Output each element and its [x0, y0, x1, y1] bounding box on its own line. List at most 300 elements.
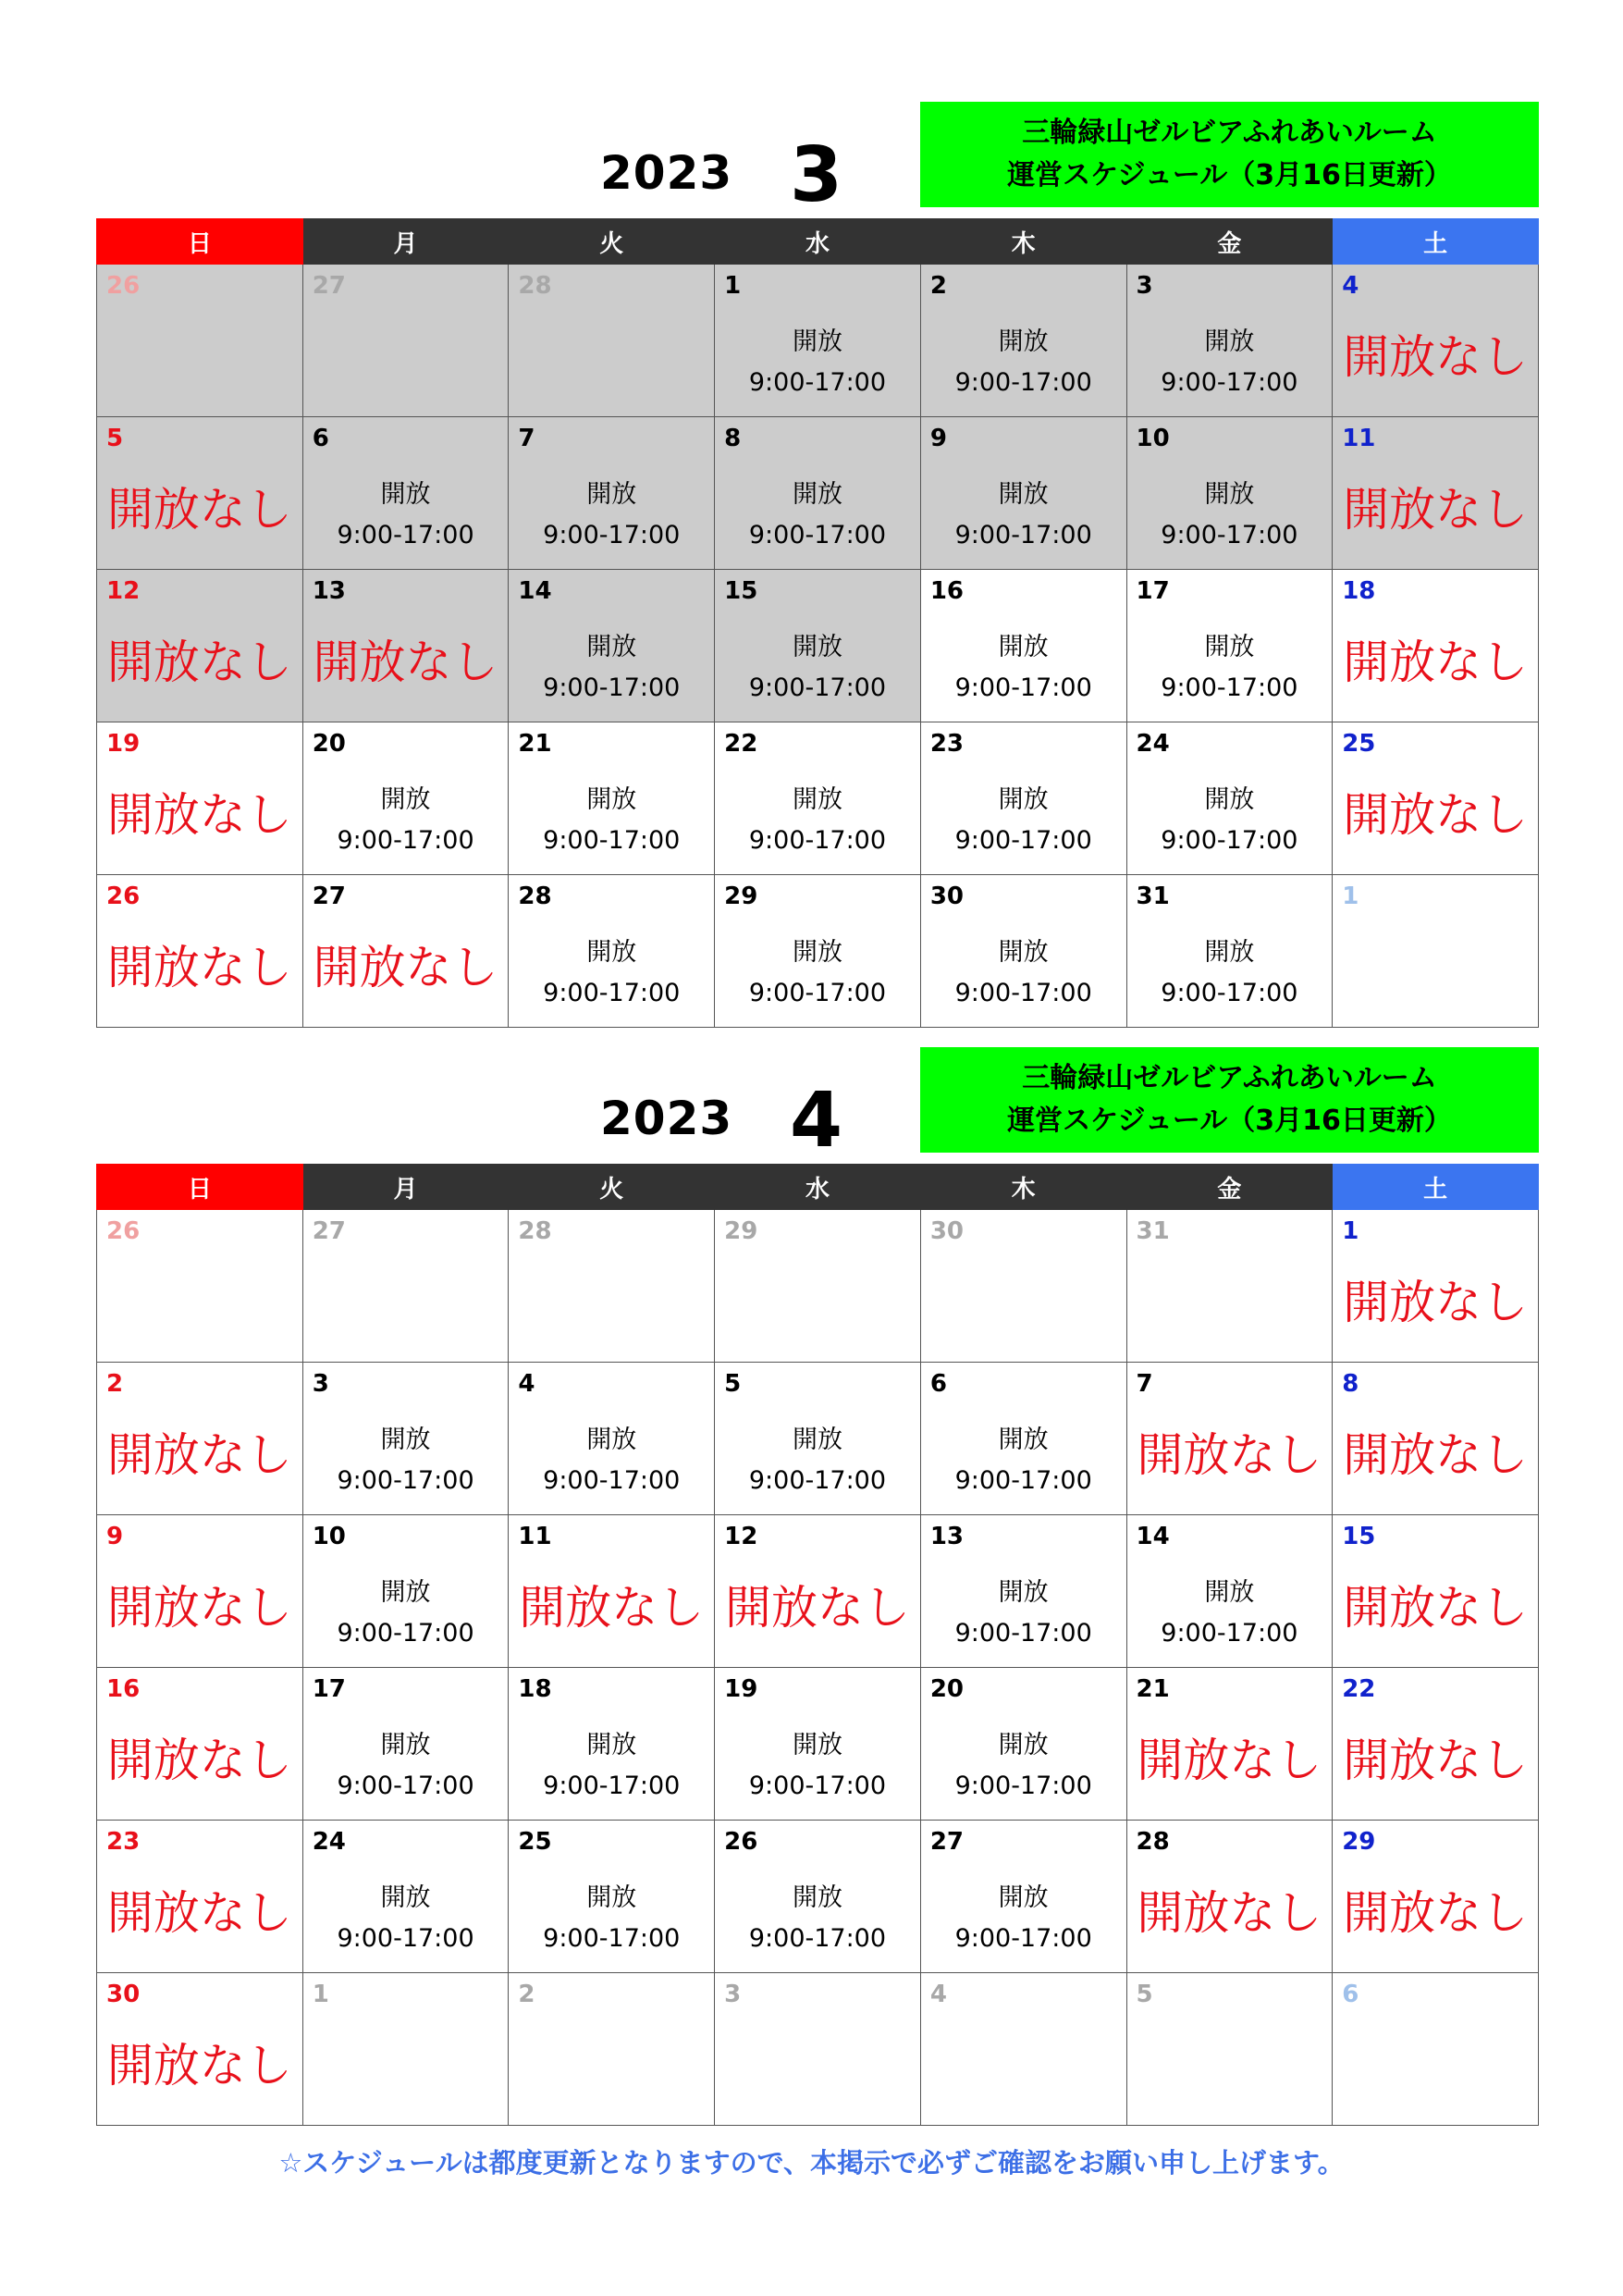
open-hours: 9:00-17:00: [954, 979, 1092, 1007]
weekday-header: 火: [509, 219, 715, 265]
calendar-day-cell: [715, 1363, 921, 1515]
day-number: 30: [929, 1217, 964, 1245]
open-status: [921, 1573, 1126, 1654]
calendar-day-cell: [97, 722, 303, 875]
day-number: 26: [724, 1828, 758, 1856]
open-hours: 9:00-17:00: [337, 1924, 474, 1953]
calendar-day-cell: [97, 875, 303, 1028]
open-hours: 9:00-17:00: [543, 979, 681, 1007]
calendar-day-cell: [1126, 1210, 1333, 1363]
day-number: 20: [312, 730, 346, 758]
open-status: [921, 780, 1126, 861]
month-number: 3: [790, 131, 843, 219]
closed-status: 開放なし: [1343, 1581, 1529, 1635]
day-number: 18: [1342, 577, 1376, 605]
calendar-day-cell: [97, 1668, 303, 1821]
open-label: 開放: [998, 1426, 1049, 1454]
open-label: 開放: [586, 480, 637, 509]
open-status: [715, 1725, 920, 1807]
calendar-day-cell: [715, 570, 921, 722]
open-status: [303, 1420, 509, 1501]
calendar-day-cell: [509, 570, 715, 722]
calendar-day-cell: [1333, 875, 1539, 1028]
calendar-day-cell: [97, 1515, 303, 1668]
calendar-day-cell: [1126, 1515, 1333, 1668]
day-number: 6: [312, 425, 329, 452]
calendar-week-row: [97, 1821, 1539, 1973]
closed-status: 開放なし: [1343, 788, 1529, 842]
weekday-header: 土: [1333, 219, 1539, 265]
closed-status: 開放なし: [106, 483, 292, 537]
calendar-day-cell: [920, 1668, 1126, 1821]
open-status: [715, 932, 920, 1014]
calendar-week-row: [97, 722, 1539, 875]
open-hours: 9:00-17:00: [337, 826, 474, 855]
open-label: 開放: [380, 1731, 431, 1759]
calendar-day-cell: [1126, 265, 1333, 417]
day-number: 1: [1342, 1217, 1359, 1245]
calendar-day-cell: [97, 1363, 303, 1515]
weekday-header: 月: [302, 1165, 509, 1210]
calendar-day-cell: [715, 1821, 921, 1973]
open-status: [1127, 932, 1333, 1014]
calendar-week-row: [97, 1668, 1539, 1821]
calendar-day-cell: [302, 1363, 509, 1515]
open-label: 開放: [792, 633, 842, 661]
day-number: 8: [1342, 1370, 1359, 1398]
open-label: 開放: [380, 1883, 431, 1912]
calendar-day-cell: [1126, 1821, 1333, 1973]
closed-status: 開放なし: [106, 1734, 292, 1787]
calendar-day-cell: [509, 1515, 715, 1668]
day-number: 6: [1342, 1981, 1359, 2008]
open-hours: 9:00-17:00: [543, 1924, 681, 1953]
day-number: 28: [518, 272, 552, 300]
calendar-grid: [96, 218, 1539, 1028]
open-status: [303, 1573, 509, 1654]
weekday-header: 水: [715, 219, 921, 265]
day-number: 24: [312, 1828, 346, 1856]
day-number: 12: [724, 1523, 758, 1550]
open-hours: 9:00-17:00: [954, 521, 1092, 549]
open-hours: 9:00-17:00: [748, 368, 887, 397]
open-status: [1127, 475, 1333, 556]
day-number: 1: [724, 272, 742, 300]
open-label: 開放: [792, 938, 842, 967]
year-label: 2023: [600, 1092, 733, 1145]
calendar-day-cell: [302, 1821, 509, 1973]
calendar-day-cell: [1333, 1515, 1539, 1668]
calendar-week-row: [97, 1210, 1539, 1363]
day-number: 26: [106, 272, 141, 300]
open-hours: 9:00-17:00: [337, 521, 474, 549]
day-number: 4: [1342, 272, 1359, 300]
day-number: 20: [929, 1675, 964, 1703]
calendar-day-cell: [97, 1210, 303, 1363]
day-number: 13: [929, 1523, 964, 1550]
day-number: 28: [518, 883, 552, 910]
calendar-day-cell: [302, 265, 509, 417]
open-status: [921, 322, 1126, 403]
day-number: 30: [929, 883, 964, 910]
open-status: [1127, 1573, 1333, 1654]
day-number: 12: [106, 577, 141, 605]
day-number: 22: [1342, 1675, 1376, 1703]
open-hours: 9:00-17:00: [1161, 368, 1298, 397]
calendar-day-cell: [1126, 1668, 1333, 1821]
open-label: 開放: [998, 633, 1049, 661]
open-label: 開放: [998, 1578, 1049, 1607]
title-line-2: 運営スケジュール（3月16日更新）: [1007, 1105, 1452, 1137]
open-hours: 9:00-17:00: [954, 1619, 1092, 1648]
title-box: [920, 102, 1539, 207]
calendar-day-cell: [1333, 1363, 1539, 1515]
calendar-day-cell: [509, 265, 715, 417]
day-number: 3: [1136, 272, 1153, 300]
open-status: [715, 1420, 920, 1501]
day-number: 27: [929, 1828, 964, 1856]
open-status: [921, 475, 1126, 556]
calendar-day-cell: [1333, 722, 1539, 875]
open-hours: 9:00-17:00: [337, 1771, 474, 1800]
calendar-day-cell: [1333, 1973, 1539, 2126]
closed-status: 開放なし: [1343, 1886, 1529, 1940]
open-label: 開放: [792, 327, 842, 356]
open-status: [303, 475, 509, 556]
day-number: 5: [1136, 1981, 1153, 2008]
year-label: 2023: [600, 146, 733, 200]
open-label: 開放: [586, 1426, 637, 1454]
day-number: 9: [106, 1523, 124, 1550]
calendar-week-row: [97, 265, 1539, 417]
day-number: 21: [1136, 1675, 1170, 1703]
open-status: [715, 1878, 920, 1959]
closed-status: 開放なし: [1137, 1886, 1322, 1940]
calendar-day-cell: [302, 417, 509, 570]
closed-status: 開放なし: [106, 941, 292, 994]
calendar-day-cell: [509, 875, 715, 1028]
open-hours: 9:00-17:00: [954, 1924, 1092, 1953]
calendar-day-cell: [302, 1973, 509, 2126]
open-label: 開放: [998, 1731, 1049, 1759]
day-number: 29: [724, 1217, 758, 1245]
calendar-day-cell: [97, 1973, 303, 2126]
open-label: 開放: [1204, 1578, 1255, 1607]
open-label: 開放: [380, 480, 431, 509]
weekday-header: 日: [97, 1165, 303, 1210]
open-hours: 9:00-17:00: [954, 1466, 1092, 1495]
open-hours: 9:00-17:00: [1161, 521, 1298, 549]
open-status: [1127, 627, 1333, 709]
calendar-day-cell: [1126, 1973, 1333, 2126]
closed-status: 開放なし: [1343, 1276, 1529, 1329]
day-number: 27: [312, 883, 346, 910]
calendar-day-cell: [920, 265, 1126, 417]
calendar-day-cell: [509, 417, 715, 570]
calendar-day-cell: [1333, 265, 1539, 417]
open-status: [715, 627, 920, 709]
open-label: 開放: [586, 785, 637, 814]
day-number: 5: [106, 425, 124, 452]
calendar-day-cell: [97, 265, 303, 417]
open-hours: 9:00-17:00: [337, 1619, 474, 1648]
day-number: 5: [724, 1370, 742, 1398]
day-number: 22: [724, 730, 758, 758]
open-label: 開放: [1204, 785, 1255, 814]
day-number: 7: [518, 425, 535, 452]
day-number: 19: [724, 1675, 758, 1703]
open-status: [921, 1878, 1126, 1959]
open-hours: 9:00-17:00: [1161, 673, 1298, 702]
calendar-day-cell: [302, 1210, 509, 1363]
weekday-header: 日: [97, 219, 303, 265]
calendar-grid: [96, 1164, 1539, 2126]
open-hours: 9:00-17:00: [543, 1466, 681, 1495]
open-label: 開放: [998, 785, 1049, 814]
day-number: 15: [1342, 1523, 1376, 1550]
calendar-day-cell: [715, 722, 921, 875]
closed-status: 開放なし: [1137, 1428, 1322, 1482]
weekday-header: 金: [1126, 219, 1333, 265]
day-number: 23: [106, 1828, 141, 1856]
open-label: 開放: [998, 938, 1049, 967]
open-hours: 9:00-17:00: [954, 826, 1092, 855]
open-label: 開放: [792, 785, 842, 814]
calendar-day-cell: [1333, 1210, 1539, 1363]
day-number: 1: [1342, 883, 1359, 910]
closed-status: 開放なし: [1343, 1428, 1529, 1482]
closed-status: 開放なし: [106, 1581, 292, 1635]
day-number: 11: [518, 1523, 552, 1550]
open-label: 開放: [586, 1731, 637, 1759]
day-number: 2: [929, 272, 947, 300]
calendar-week-row: [97, 417, 1539, 570]
closed-status: 開放なし: [106, 1428, 292, 1482]
calendar-day-cell: [1333, 1668, 1539, 1821]
calendar-day-cell: [1126, 875, 1333, 1028]
day-number: 1: [312, 1981, 329, 2008]
calendar-day-cell: [509, 722, 715, 875]
open-hours: 9:00-17:00: [748, 521, 887, 549]
open-hours: 9:00-17:00: [748, 673, 887, 702]
open-hours: 9:00-17:00: [543, 1771, 681, 1800]
open-label: 開放: [586, 633, 637, 661]
open-label: 開放: [1204, 633, 1255, 661]
calendar-day-cell: [509, 1210, 715, 1363]
open-label: 開放: [380, 785, 431, 814]
open-label: 開放: [586, 938, 637, 967]
calendar-day-cell: [715, 1210, 921, 1363]
open-label: 開放: [380, 1578, 431, 1607]
closed-status: 開放なし: [519, 1581, 705, 1635]
calendar-week-row: [97, 875, 1539, 1028]
open-status: [509, 1420, 714, 1501]
calendar-week-row: [97, 1515, 1539, 1668]
day-number: 27: [312, 272, 346, 300]
day-number: 10: [312, 1523, 346, 1550]
calendar-day-cell: [97, 417, 303, 570]
calendar-day-cell: [920, 1973, 1126, 2126]
calendar-day-cell: [920, 875, 1126, 1028]
closed-status: 開放なし: [106, 1886, 292, 1940]
open-status: [921, 1420, 1126, 1501]
closed-status: 開放なし: [106, 2039, 292, 2092]
open-hours: 9:00-17:00: [543, 521, 681, 549]
open-status: [509, 932, 714, 1014]
title-box: [920, 1047, 1539, 1153]
calendar-day-cell: [509, 1821, 715, 1973]
calendar-day-cell: [715, 875, 921, 1028]
day-number: 16: [106, 1675, 141, 1703]
calendar-day-cell: [920, 570, 1126, 722]
day-number: 27: [312, 1217, 346, 1245]
day-number: 13: [312, 577, 346, 605]
open-hours: 9:00-17:00: [543, 673, 681, 702]
weekday-header: 金: [1126, 1165, 1333, 1210]
closed-status: 開放なし: [1343, 330, 1529, 384]
day-number: 4: [518, 1370, 535, 1398]
open-status: [303, 780, 509, 861]
calendar-day-cell: [715, 417, 921, 570]
calendar-day-cell: [715, 265, 921, 417]
day-number: 2: [518, 1981, 535, 2008]
open-label: 開放: [792, 1883, 842, 1912]
open-status: [509, 780, 714, 861]
open-status: [303, 1878, 509, 1959]
day-number: 8: [724, 425, 742, 452]
calendar-day-cell: [920, 417, 1126, 570]
open-hours: 9:00-17:00: [954, 368, 1092, 397]
calendar-day-cell: [302, 722, 509, 875]
calendar-day-cell: [302, 875, 509, 1028]
day-number: 25: [518, 1828, 552, 1856]
day-number: 19: [106, 730, 141, 758]
weekday-header-row: [97, 219, 1539, 265]
weekday-header: 木: [920, 1165, 1126, 1210]
open-label: 開放: [1204, 480, 1255, 509]
open-label: 開放: [1204, 938, 1255, 967]
day-number: 4: [929, 1981, 947, 2008]
open-hours: 9:00-17:00: [1161, 1619, 1298, 1648]
calendar-day-cell: [509, 1973, 715, 2126]
closed-status: 開放なし: [313, 636, 498, 689]
closed-status: 開放なし: [1343, 483, 1529, 537]
weekday-header: 木: [920, 219, 1126, 265]
open-label: 開放: [792, 480, 842, 509]
calendar-day-cell: [97, 1821, 303, 1973]
day-number: 21: [518, 730, 552, 758]
open-status: [921, 932, 1126, 1014]
day-number: 28: [1136, 1828, 1170, 1856]
calendar-day-cell: [1126, 722, 1333, 875]
calendar-day-cell: [920, 1210, 1126, 1363]
calendar-day-cell: [1333, 570, 1539, 722]
calendar-day-cell: [1126, 417, 1333, 570]
open-status: [921, 1725, 1126, 1807]
open-status: [715, 780, 920, 861]
day-number: 6: [929, 1370, 947, 1398]
open-label: 開放: [998, 1883, 1049, 1912]
closed-status: 開放なし: [1343, 636, 1529, 689]
day-number: 2: [106, 1370, 124, 1398]
day-number: 7: [1136, 1370, 1153, 1398]
open-hours: 9:00-17:00: [748, 1771, 887, 1800]
day-number: 17: [312, 1675, 346, 1703]
open-hours: 9:00-17:00: [543, 826, 681, 855]
day-number: 24: [1136, 730, 1170, 758]
calendar-day-cell: [920, 722, 1126, 875]
calendar-day-cell: [509, 1668, 715, 1821]
calendar-day-cell: [302, 570, 509, 722]
day-number: 15: [724, 577, 758, 605]
weekday-header: 水: [715, 1165, 921, 1210]
open-label: 開放: [792, 1426, 842, 1454]
open-status: [715, 475, 920, 556]
calendar-day-cell: [97, 570, 303, 722]
closed-status: 開放なし: [106, 636, 292, 689]
open-status: [509, 627, 714, 709]
day-number: 25: [1342, 730, 1376, 758]
weekday-header: 月: [302, 219, 509, 265]
calendar-day-cell: [715, 1973, 921, 2126]
open-label: 開放: [998, 480, 1049, 509]
open-status: [303, 1725, 509, 1807]
open-hours: 9:00-17:00: [337, 1466, 474, 1495]
calendar-day-cell: [715, 1515, 921, 1668]
open-status: [921, 627, 1126, 709]
day-number: 29: [1342, 1828, 1376, 1856]
open-hours: 9:00-17:00: [748, 826, 887, 855]
calendar-day-cell: [920, 1821, 1126, 1973]
day-number: 29: [724, 883, 758, 910]
calendar-week-row: [97, 570, 1539, 722]
weekday-header: 土: [1333, 1165, 1539, 1210]
weekday-header: 火: [509, 1165, 715, 1210]
open-status: [509, 1878, 714, 1959]
day-number: 26: [106, 883, 141, 910]
calendar-body: [97, 1210, 1539, 2126]
open-status: [1127, 780, 1333, 861]
open-hours: 9:00-17:00: [1161, 979, 1298, 1007]
closed-status: 開放なし: [1137, 1734, 1322, 1787]
open-status: [1127, 322, 1333, 403]
open-label: 開放: [586, 1883, 637, 1912]
open-label: 開放: [380, 1426, 431, 1454]
open-hours: 9:00-17:00: [954, 1771, 1092, 1800]
day-number: 10: [1136, 425, 1170, 452]
open-status: [509, 1725, 714, 1807]
closed-status: 開放なし: [106, 788, 292, 842]
open-status: [715, 322, 920, 403]
calendar-week-row: [97, 1363, 1539, 1515]
day-number: 30: [106, 1981, 141, 2008]
open-label: 開放: [792, 1731, 842, 1759]
title-line-1: 三輪緑山ゼルビアふれあいルーム: [1022, 1062, 1437, 1094]
footer-note: ☆スケジュールは都度更新となりますので、本掲示で必ずご確認をお願い申し上げます。: [278, 2147, 1345, 2179]
open-hours: 9:00-17:00: [748, 1924, 887, 1953]
day-number: 14: [518, 577, 552, 605]
day-number: 14: [1136, 1523, 1170, 1550]
day-number: 3: [312, 1370, 329, 1398]
open-status: [509, 475, 714, 556]
open-label: 開放: [1204, 327, 1255, 356]
open-hours: 9:00-17:00: [1161, 826, 1298, 855]
day-number: 23: [929, 730, 964, 758]
calendar-day-cell: [920, 1515, 1126, 1668]
month-number: 4: [790, 1077, 843, 1165]
title-line-1: 三輪緑山ゼルビアふれあいルーム: [1022, 117, 1437, 149]
closed-status: 開放なし: [313, 941, 498, 994]
